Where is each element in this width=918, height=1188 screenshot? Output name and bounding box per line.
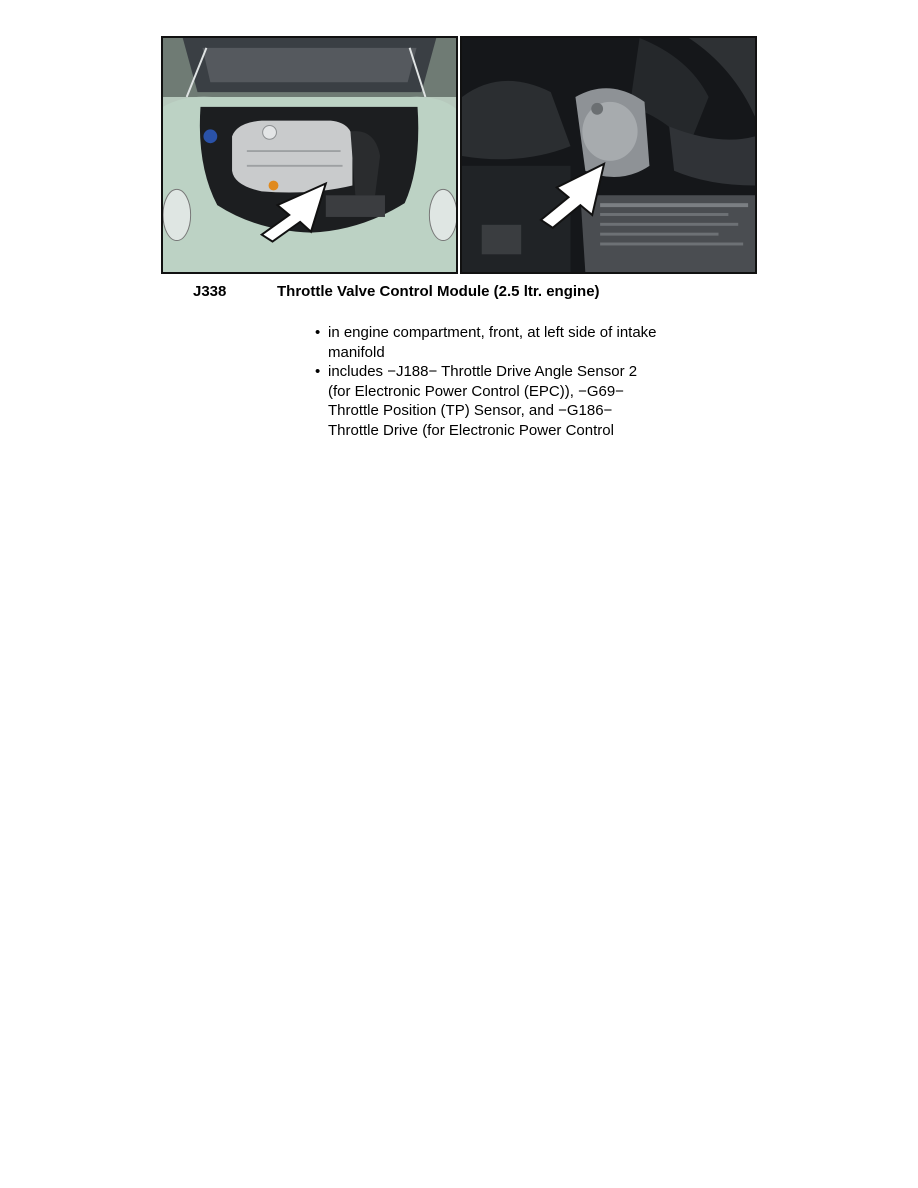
bullet-icon: • <box>315 324 321 341</box>
detail-location-item <box>315 323 715 362</box>
detail-includes-item <box>315 362 715 440</box>
detail-line: in engine compartment, front, at left side of intake <box>328 324 657 341</box>
component-details-list <box>315 323 715 440</box>
throttle-module-closeup-photo <box>460 36 757 274</box>
detail-line: Throttle Position (TP) Sensor, and −G186− <box>328 402 613 419</box>
component-location-figure <box>161 36 757 274</box>
detail-line: Throttle Drive (for Electronic Power Control <box>328 421 614 439</box>
detail-line: includes −J188− Throttle Drive Angle Sensor 2 <box>328 363 638 380</box>
component-code: J338 <box>193 283 227 300</box>
detail-line: (for Electronic Power Control (EPC)), −G69− <box>328 382 624 400</box>
engine-compartment-image <box>163 38 456 272</box>
component-title: Throttle Valve Control Module (2.5 ltr. engine) <box>277 283 600 300</box>
detail-line: manifold <box>328 343 385 361</box>
bullet-icon: • <box>315 363 321 380</box>
engine-compartment-photo <box>161 36 458 274</box>
throttle-module-closeup-image <box>462 38 755 272</box>
